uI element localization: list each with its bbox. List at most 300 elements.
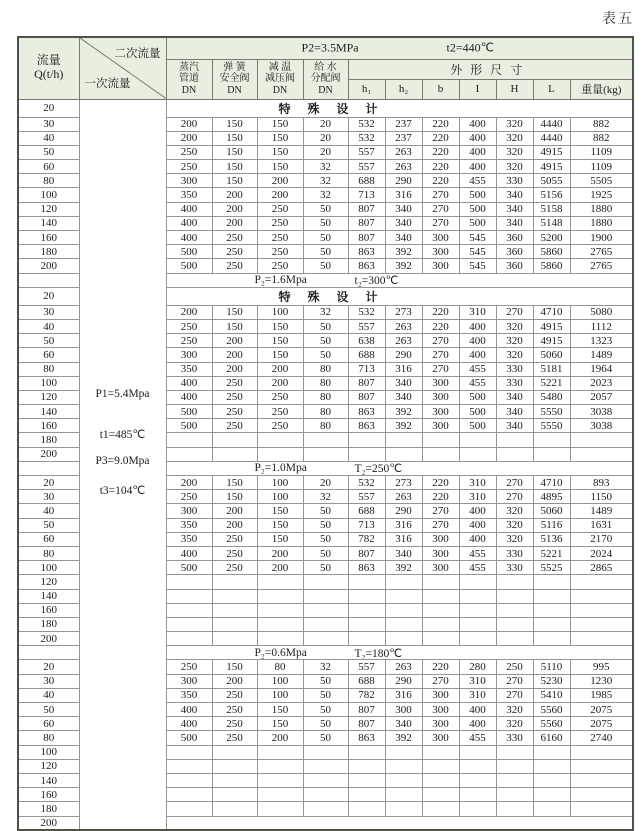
flow-header-line2: Q(t/h) bbox=[34, 67, 64, 82]
data-cell bbox=[570, 575, 633, 589]
data-cell: 200 bbox=[166, 117, 212, 131]
data-cell: 250 bbox=[257, 202, 303, 216]
data-cell bbox=[166, 589, 212, 603]
data-cell bbox=[385, 759, 422, 773]
data-cell: 500 bbox=[166, 405, 212, 419]
data-cell bbox=[385, 788, 422, 802]
data-cell: 250 bbox=[212, 731, 257, 745]
data-cell: 32 bbox=[303, 160, 348, 174]
data-cell bbox=[303, 603, 348, 617]
data-cell: 300 bbox=[166, 348, 212, 362]
data-cell: 1964 bbox=[570, 362, 633, 376]
data-cell bbox=[570, 802, 633, 816]
data-cell: 330 bbox=[496, 731, 533, 745]
data-cell: 5136 bbox=[533, 532, 570, 546]
data-cell: 400 bbox=[459, 334, 496, 348]
data-cell: 100 bbox=[257, 688, 303, 702]
data-cell: 32 bbox=[303, 174, 348, 188]
flow-value-cell: 200 bbox=[18, 259, 79, 273]
steam-pipe-dn-header bbox=[166, 59, 212, 99]
data-cell: 270 bbox=[422, 188, 459, 202]
data-cell: 32 bbox=[303, 490, 348, 504]
data-cell bbox=[459, 603, 496, 617]
data-cell: 1489 bbox=[570, 348, 633, 362]
data-cell: 320 bbox=[496, 348, 533, 362]
data-cell: 310 bbox=[459, 476, 496, 490]
data-cell bbox=[166, 788, 212, 802]
data-cell bbox=[166, 603, 212, 617]
data-cell bbox=[385, 603, 422, 617]
data-cell: 320 bbox=[496, 334, 533, 348]
data-cell: 150 bbox=[212, 305, 257, 319]
data-cell bbox=[385, 433, 422, 447]
data-cell bbox=[496, 802, 533, 816]
data-cell bbox=[303, 788, 348, 802]
data-cell: 220 bbox=[422, 117, 459, 131]
data-cell: 270 bbox=[496, 305, 533, 319]
data-cell: 2765 bbox=[570, 259, 633, 273]
data-cell bbox=[348, 589, 385, 603]
data-cell: 300 bbox=[422, 532, 459, 546]
data-cell bbox=[496, 632, 533, 646]
data-cell bbox=[570, 447, 633, 461]
dn-header-line: 减 温 bbox=[268, 62, 292, 74]
data-cell bbox=[303, 632, 348, 646]
dn-header-line: 安全阀 bbox=[219, 73, 250, 85]
data-cell bbox=[422, 759, 459, 773]
data-cell: 557 bbox=[348, 490, 385, 504]
data-cell: 300 bbox=[422, 419, 459, 433]
data-cell bbox=[385, 589, 422, 603]
data-cell: 50 bbox=[303, 703, 348, 717]
data-cell: 150 bbox=[257, 145, 303, 159]
data-cell bbox=[166, 617, 212, 631]
data-cell: 340 bbox=[496, 216, 533, 230]
data-cell: 250 bbox=[257, 216, 303, 230]
data-cell: 220 bbox=[422, 160, 459, 174]
data-cell: 150 bbox=[257, 160, 303, 174]
flow-value-cell: 40 bbox=[18, 688, 79, 702]
data-cell: 532 bbox=[348, 476, 385, 490]
data-cell: 4895 bbox=[533, 490, 570, 504]
special-design-cell: 特殊设计 bbox=[166, 287, 633, 305]
data-cell: 340 bbox=[496, 202, 533, 216]
flow-value-cell: 140 bbox=[18, 773, 79, 787]
data-cell: 150 bbox=[257, 334, 303, 348]
data-cell bbox=[459, 589, 496, 603]
data-cell: 5060 bbox=[533, 504, 570, 518]
data-cell: 782 bbox=[348, 532, 385, 546]
data-cell: 1880 bbox=[570, 216, 633, 230]
dn-header-line: DN bbox=[181, 84, 197, 96]
section-condition-header bbox=[166, 273, 633, 287]
data-cell: 392 bbox=[385, 419, 422, 433]
data-cell: 2170 bbox=[570, 532, 633, 546]
data-cell: 500 bbox=[459, 202, 496, 216]
data-cell bbox=[533, 575, 570, 589]
data-cell: 300 bbox=[422, 376, 459, 390]
data-cell bbox=[212, 447, 257, 461]
temp-label: t2=440℃ bbox=[446, 40, 495, 55]
data-cell bbox=[422, 603, 459, 617]
data-cell: 807 bbox=[348, 376, 385, 390]
data-cell: 150 bbox=[212, 160, 257, 174]
data-cell: 50 bbox=[303, 231, 348, 245]
data-cell: 200 bbox=[257, 546, 303, 560]
data-cell bbox=[422, 589, 459, 603]
flow-value-cell bbox=[18, 461, 79, 475]
data-cell bbox=[385, 773, 422, 787]
pressure-label: P2=3.5MPa bbox=[301, 40, 359, 55]
data-cell: 20 bbox=[303, 117, 348, 131]
data-cell bbox=[348, 759, 385, 773]
data-cell: 300 bbox=[166, 674, 212, 688]
dim-col-header-2: b bbox=[422, 79, 459, 99]
data-cell: 688 bbox=[348, 674, 385, 688]
data-cell: 4915 bbox=[533, 334, 570, 348]
data-cell: 392 bbox=[385, 561, 422, 575]
data-cell: 340 bbox=[385, 216, 422, 230]
data-cell bbox=[459, 788, 496, 802]
data-cell: 150 bbox=[212, 319, 257, 333]
data-cell: 200 bbox=[212, 202, 257, 216]
data-cell: 4440 bbox=[533, 117, 570, 131]
data-cell: 273 bbox=[385, 476, 422, 490]
data-cell: 400 bbox=[166, 717, 212, 731]
data-cell bbox=[212, 632, 257, 646]
flow-value-cell: 80 bbox=[18, 362, 79, 376]
data-cell: 500 bbox=[166, 731, 212, 745]
data-cell: 500 bbox=[459, 405, 496, 419]
data-cell: 200 bbox=[212, 216, 257, 230]
data-cell: 200 bbox=[166, 476, 212, 490]
flow-value-cell: 160 bbox=[18, 231, 79, 245]
data-cell: 3038 bbox=[570, 419, 633, 433]
flow-value-cell: 30 bbox=[18, 117, 79, 131]
data-cell: 5158 bbox=[533, 202, 570, 216]
data-cell: 310 bbox=[459, 674, 496, 688]
data-cell: 4710 bbox=[533, 305, 570, 319]
data-cell: 400 bbox=[166, 202, 212, 216]
data-cell: 455 bbox=[459, 174, 496, 188]
dn-header-line: DN bbox=[272, 84, 288, 96]
data-cell bbox=[533, 447, 570, 461]
data-cell: 50 bbox=[303, 216, 348, 230]
data-cell: 400 bbox=[459, 504, 496, 518]
data-cell: 863 bbox=[348, 405, 385, 419]
data-cell bbox=[303, 447, 348, 461]
data-cell: 280 bbox=[459, 660, 496, 674]
data-cell bbox=[422, 745, 459, 759]
data-cell: 80 bbox=[303, 419, 348, 433]
data-cell: 6160 bbox=[533, 731, 570, 745]
data-cell: 300 bbox=[422, 703, 459, 717]
data-cell: 300 bbox=[422, 245, 459, 259]
data-cell bbox=[459, 632, 496, 646]
data-cell bbox=[166, 433, 212, 447]
data-cell: 1112 bbox=[570, 319, 633, 333]
data-cell: 5550 bbox=[533, 419, 570, 433]
data-cell: 1323 bbox=[570, 334, 633, 348]
dn-header-line: DN bbox=[227, 84, 242, 96]
data-cell: 250 bbox=[212, 688, 257, 702]
data-cell bbox=[257, 788, 303, 802]
data-cell: 290 bbox=[385, 348, 422, 362]
data-cell: 807 bbox=[348, 390, 385, 404]
data-cell: 80 bbox=[303, 405, 348, 419]
data-cell: 330 bbox=[496, 561, 533, 575]
data-cell: 300 bbox=[422, 390, 459, 404]
data-cell bbox=[459, 745, 496, 759]
data-cell: 300 bbox=[166, 174, 212, 188]
data-cell: 20 bbox=[303, 145, 348, 159]
data-cell: 350 bbox=[166, 688, 212, 702]
flow-value-cell: 50 bbox=[18, 145, 79, 159]
data-cell: 532 bbox=[348, 117, 385, 131]
data-cell: 782 bbox=[348, 688, 385, 702]
flow-value-cell: 30 bbox=[18, 674, 79, 688]
data-cell: 807 bbox=[348, 216, 385, 230]
data-cell bbox=[496, 589, 533, 603]
data-cell: 50 bbox=[303, 504, 348, 518]
data-cell: 200 bbox=[257, 174, 303, 188]
data-cell: 5060 bbox=[533, 348, 570, 362]
data-cell: 270 bbox=[496, 476, 533, 490]
data-cell: 50 bbox=[303, 334, 348, 348]
data-cell: 5221 bbox=[533, 376, 570, 390]
data-cell: 5148 bbox=[533, 216, 570, 230]
data-cell bbox=[422, 447, 459, 461]
table-row bbox=[18, 99, 633, 117]
data-cell bbox=[348, 788, 385, 802]
data-cell: 500 bbox=[166, 561, 212, 575]
data-cell: 200 bbox=[166, 131, 212, 145]
data-cell: 532 bbox=[348, 305, 385, 319]
data-cell: 237 bbox=[385, 131, 422, 145]
data-cell: 500 bbox=[166, 245, 212, 259]
data-cell: 150 bbox=[257, 518, 303, 532]
data-cell: 316 bbox=[385, 688, 422, 702]
flow-value-cell: 100 bbox=[18, 188, 79, 202]
flow-value-cell bbox=[18, 273, 79, 287]
data-cell: 300 bbox=[422, 231, 459, 245]
data-cell bbox=[533, 773, 570, 787]
data-cell: 250 bbox=[166, 145, 212, 159]
data-cell: 220 bbox=[422, 660, 459, 674]
data-cell: 300 bbox=[422, 688, 459, 702]
data-cell: 1230 bbox=[570, 674, 633, 688]
data-cell: 5110 bbox=[533, 660, 570, 674]
flow-value-cell: 20 bbox=[18, 99, 79, 117]
data-cell: 5550 bbox=[533, 405, 570, 419]
data-cell: 500 bbox=[459, 390, 496, 404]
data-cell: 400 bbox=[459, 145, 496, 159]
data-cell: 50 bbox=[303, 348, 348, 362]
data-cell: 5560 bbox=[533, 717, 570, 731]
data-cell: 300 bbox=[385, 703, 422, 717]
data-cell bbox=[212, 759, 257, 773]
data-cell: 5480 bbox=[533, 390, 570, 404]
data-cell: 5525 bbox=[533, 561, 570, 575]
data-cell bbox=[385, 802, 422, 816]
flow-value-cell: 140 bbox=[18, 216, 79, 230]
data-cell: 1109 bbox=[570, 145, 633, 159]
data-cell: 263 bbox=[385, 160, 422, 174]
data-cell bbox=[166, 447, 212, 461]
data-cell: 50 bbox=[303, 561, 348, 575]
data-cell: 290 bbox=[385, 674, 422, 688]
data-cell: 340 bbox=[385, 231, 422, 245]
data-cell: 150 bbox=[257, 348, 303, 362]
data-cell: 150 bbox=[212, 131, 257, 145]
data-cell: 1900 bbox=[570, 231, 633, 245]
flow-value-cell: 80 bbox=[18, 731, 79, 745]
data-cell: 250 bbox=[257, 259, 303, 273]
data-cell bbox=[459, 433, 496, 447]
data-cell bbox=[257, 575, 303, 589]
data-cell: 5055 bbox=[533, 174, 570, 188]
flow-value-cell: 60 bbox=[18, 348, 79, 362]
data-cell bbox=[212, 802, 257, 816]
data-cell: 220 bbox=[422, 319, 459, 333]
data-cell bbox=[257, 802, 303, 816]
data-cell: 3038 bbox=[570, 405, 633, 419]
data-cell: 5181 bbox=[533, 362, 570, 376]
data-cell: 150 bbox=[257, 117, 303, 131]
dn-header-line: 蒸汽 bbox=[179, 62, 199, 74]
data-cell: 5860 bbox=[533, 259, 570, 273]
data-cell bbox=[570, 632, 633, 646]
data-cell: 50 bbox=[303, 674, 348, 688]
flow-type-diagonal-header bbox=[79, 37, 166, 99]
data-cell: 882 bbox=[570, 131, 633, 145]
data-cell: 290 bbox=[385, 504, 422, 518]
data-cell: 863 bbox=[348, 561, 385, 575]
dn-header-line: DN bbox=[318, 84, 333, 96]
pressure-label: P₂=0.6Mpa bbox=[254, 646, 307, 659]
temp-pressure-reducing-valve-dn-header bbox=[257, 59, 303, 99]
data-cell bbox=[496, 788, 533, 802]
primary-note: P1=5.4Mpa bbox=[95, 387, 150, 400]
feedwater-distribution-valve-dn-header bbox=[303, 59, 348, 99]
data-cell: 400 bbox=[459, 532, 496, 546]
data-cell: 263 bbox=[385, 145, 422, 159]
data-cell: 5221 bbox=[533, 546, 570, 560]
data-cell bbox=[385, 745, 422, 759]
data-cell: 310 bbox=[459, 688, 496, 702]
data-cell: 545 bbox=[459, 259, 496, 273]
data-cell: 400 bbox=[166, 703, 212, 717]
data-cell: 2023 bbox=[570, 376, 633, 390]
data-cell bbox=[348, 632, 385, 646]
data-cell bbox=[496, 773, 533, 787]
data-cell bbox=[422, 802, 459, 816]
data-cell: 340 bbox=[496, 390, 533, 404]
data-cell: 340 bbox=[385, 390, 422, 404]
data-cell: 360 bbox=[496, 259, 533, 273]
data-cell bbox=[257, 447, 303, 461]
data-cell: 400 bbox=[459, 703, 496, 717]
flow-value-cell: 180 bbox=[18, 245, 79, 259]
data-cell: 863 bbox=[348, 731, 385, 745]
flow-value-cell: 50 bbox=[18, 518, 79, 532]
data-cell bbox=[348, 773, 385, 787]
data-cell: 5080 bbox=[570, 305, 633, 319]
data-cell: 273 bbox=[385, 305, 422, 319]
data-cell: 400 bbox=[459, 518, 496, 532]
data-cell bbox=[212, 433, 257, 447]
data-cell: 32 bbox=[303, 660, 348, 674]
data-cell bbox=[257, 603, 303, 617]
data-cell: 32 bbox=[303, 188, 348, 202]
dim-col-header-1: h₂ bbox=[385, 79, 422, 99]
data-cell: 310 bbox=[459, 490, 496, 504]
data-cell: 807 bbox=[348, 202, 385, 216]
data-cell: 250 bbox=[166, 490, 212, 504]
data-cell: 638 bbox=[348, 334, 385, 348]
data-cell: 316 bbox=[385, 362, 422, 376]
data-cell: 300 bbox=[422, 717, 459, 731]
data-cell: 50 bbox=[303, 259, 348, 273]
data-cell: 250 bbox=[212, 245, 257, 259]
data-cell: 2075 bbox=[570, 717, 633, 731]
data-cell: 2075 bbox=[570, 703, 633, 717]
data-cell: 1985 bbox=[570, 688, 633, 702]
data-cell: 392 bbox=[385, 259, 422, 273]
data-cell: 150 bbox=[212, 476, 257, 490]
data-cell: 32 bbox=[303, 305, 348, 319]
overall-dimensions-header: 外形尺寸 bbox=[348, 59, 633, 79]
data-cell bbox=[303, 433, 348, 447]
data-cell bbox=[166, 802, 212, 816]
data-cell bbox=[533, 632, 570, 646]
data-cell: 200 bbox=[212, 362, 257, 376]
data-cell: 340 bbox=[385, 202, 422, 216]
data-cell: 50 bbox=[303, 688, 348, 702]
data-cell bbox=[348, 603, 385, 617]
flow-value-cell: 140 bbox=[18, 405, 79, 419]
data-cell: 200 bbox=[257, 188, 303, 202]
data-cell bbox=[422, 773, 459, 787]
section1-condition-header bbox=[166, 37, 633, 59]
data-cell bbox=[422, 632, 459, 646]
data-cell: 270 bbox=[422, 216, 459, 230]
dim-col-header-3: I bbox=[459, 79, 496, 99]
data-cell: 545 bbox=[459, 245, 496, 259]
data-cell: 330 bbox=[496, 362, 533, 376]
data-cell: 150 bbox=[212, 490, 257, 504]
data-cell bbox=[422, 433, 459, 447]
data-cell: 250 bbox=[257, 245, 303, 259]
data-cell: 400 bbox=[459, 131, 496, 145]
data-cell: 330 bbox=[496, 546, 533, 560]
data-cell: 250 bbox=[212, 231, 257, 245]
flow-value-cell: 20 bbox=[18, 287, 79, 305]
data-cell: 1631 bbox=[570, 518, 633, 532]
data-cell: 220 bbox=[422, 490, 459, 504]
data-cell: 200 bbox=[212, 504, 257, 518]
data-cell bbox=[348, 433, 385, 447]
data-cell: 320 bbox=[496, 160, 533, 174]
data-cell: 340 bbox=[385, 376, 422, 390]
data-cell: 150 bbox=[257, 131, 303, 145]
data-cell: 200 bbox=[212, 674, 257, 688]
data-cell: 80 bbox=[303, 390, 348, 404]
data-cell bbox=[166, 759, 212, 773]
data-cell: 4915 bbox=[533, 160, 570, 174]
data-cell: 400 bbox=[166, 231, 212, 245]
data-cell: 50 bbox=[303, 546, 348, 560]
